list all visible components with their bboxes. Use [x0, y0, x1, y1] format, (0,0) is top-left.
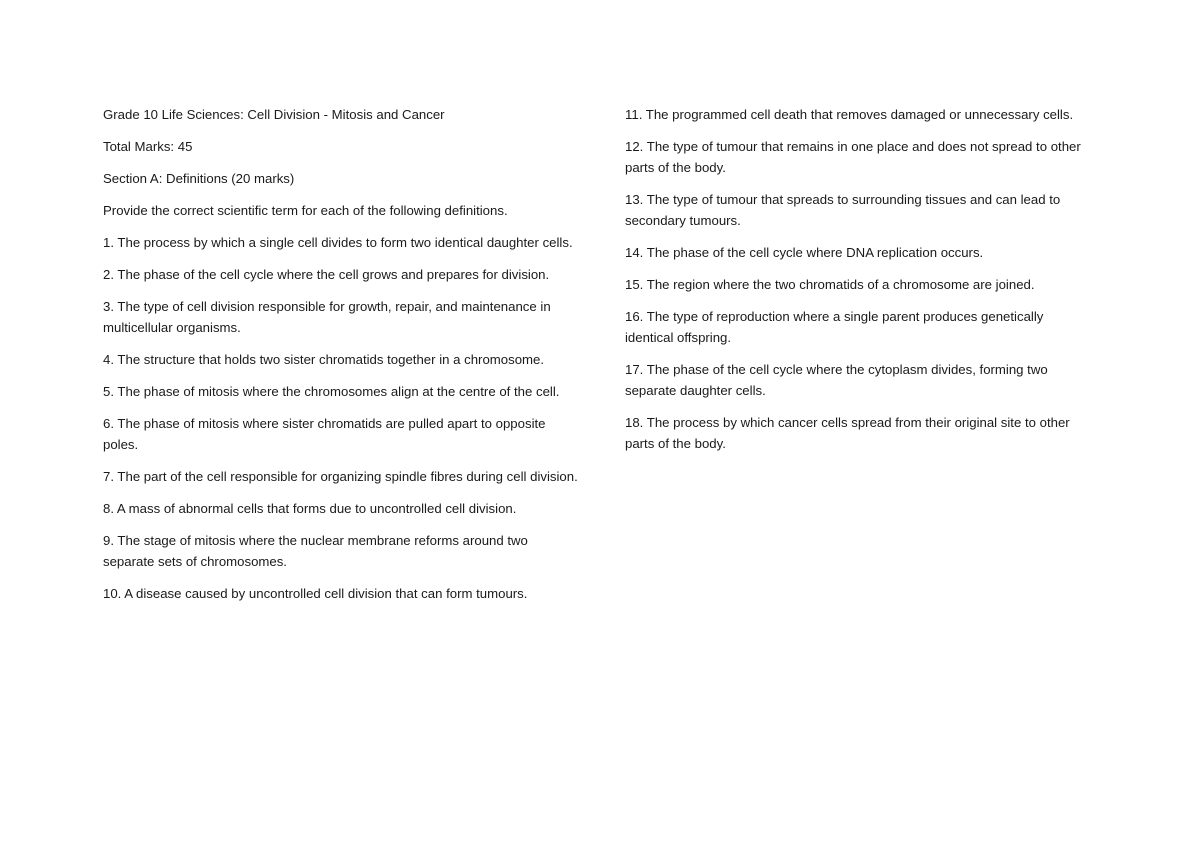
question-16: 16. The type of reproduction where a single parent produces genetically identical offspring. [625, 309, 1044, 345]
question-1: 1. The process by which a single cell divides to form two identical daughter cells. [103, 235, 573, 250]
question-9: 9. The stage of mitosis where the nuclear membrane reforms around two separate sets of chromosomes. [103, 533, 528, 569]
question-7: 7. The part of the cell responsible for organizing spindle fibres during cell division. [103, 469, 578, 484]
question-13: 13. The type of tumour that spreads to surrounding tissues and can lead to secondary tumours. [625, 192, 1061, 228]
question-6: 6. The phase of mitosis where sister chromatids are pulled apart to opposite poles. [103, 416, 546, 452]
question-2: 2. The phase of the cell cycle where the cell grows and prepares for division. [103, 267, 550, 282]
question-3: 3. The type of cell division responsible for growth, repair, and maintenance in multicellular organisms. [103, 299, 551, 335]
question-18: 18. The process by which cancer cells spread from their original site to other parts of the body. [625, 415, 1070, 451]
question-17: 17. The phase of the cell cycle where the cytoplasm divides, forming two separate daughter cells. [625, 362, 1048, 398]
question-4: 4. The structure that holds two sister chromatids together in a chromosome. [103, 352, 545, 367]
question-5: 5. The phase of mitosis where the chromosomes align at the centre of the cell. [103, 384, 560, 399]
question-11: 11. The programmed cell death that removes damaged or unnecessary cells. [625, 107, 1074, 122]
left-column [103, 104, 581, 615]
instructions: Provide the correct scientific term for each of the following definitions. [103, 203, 508, 218]
question-12: 12. The type of tumour that remains in one place and does not spread to other parts of the body. [625, 139, 1081, 175]
question-15: 15. The region where the two chromatids of a chromosome are joined. [625, 277, 1035, 292]
question-10: 10. A disease caused by uncontrolled cell division that can form tumours. [103, 586, 528, 601]
question-14: 14. The phase of the cell cycle where DNA replication occurs. [625, 245, 984, 260]
question-8: 8. A mass of abnormal cells that forms due to uncontrolled cell division. [103, 501, 517, 516]
section-heading: Section A: Definitions (20 marks) [103, 171, 295, 186]
total-marks: Total Marks: 45 [103, 139, 193, 154]
document-title: Grade 10 Life Sciences: Cell Division - Mitosis and Cancer [103, 107, 445, 122]
right-column [625, 104, 1095, 465]
